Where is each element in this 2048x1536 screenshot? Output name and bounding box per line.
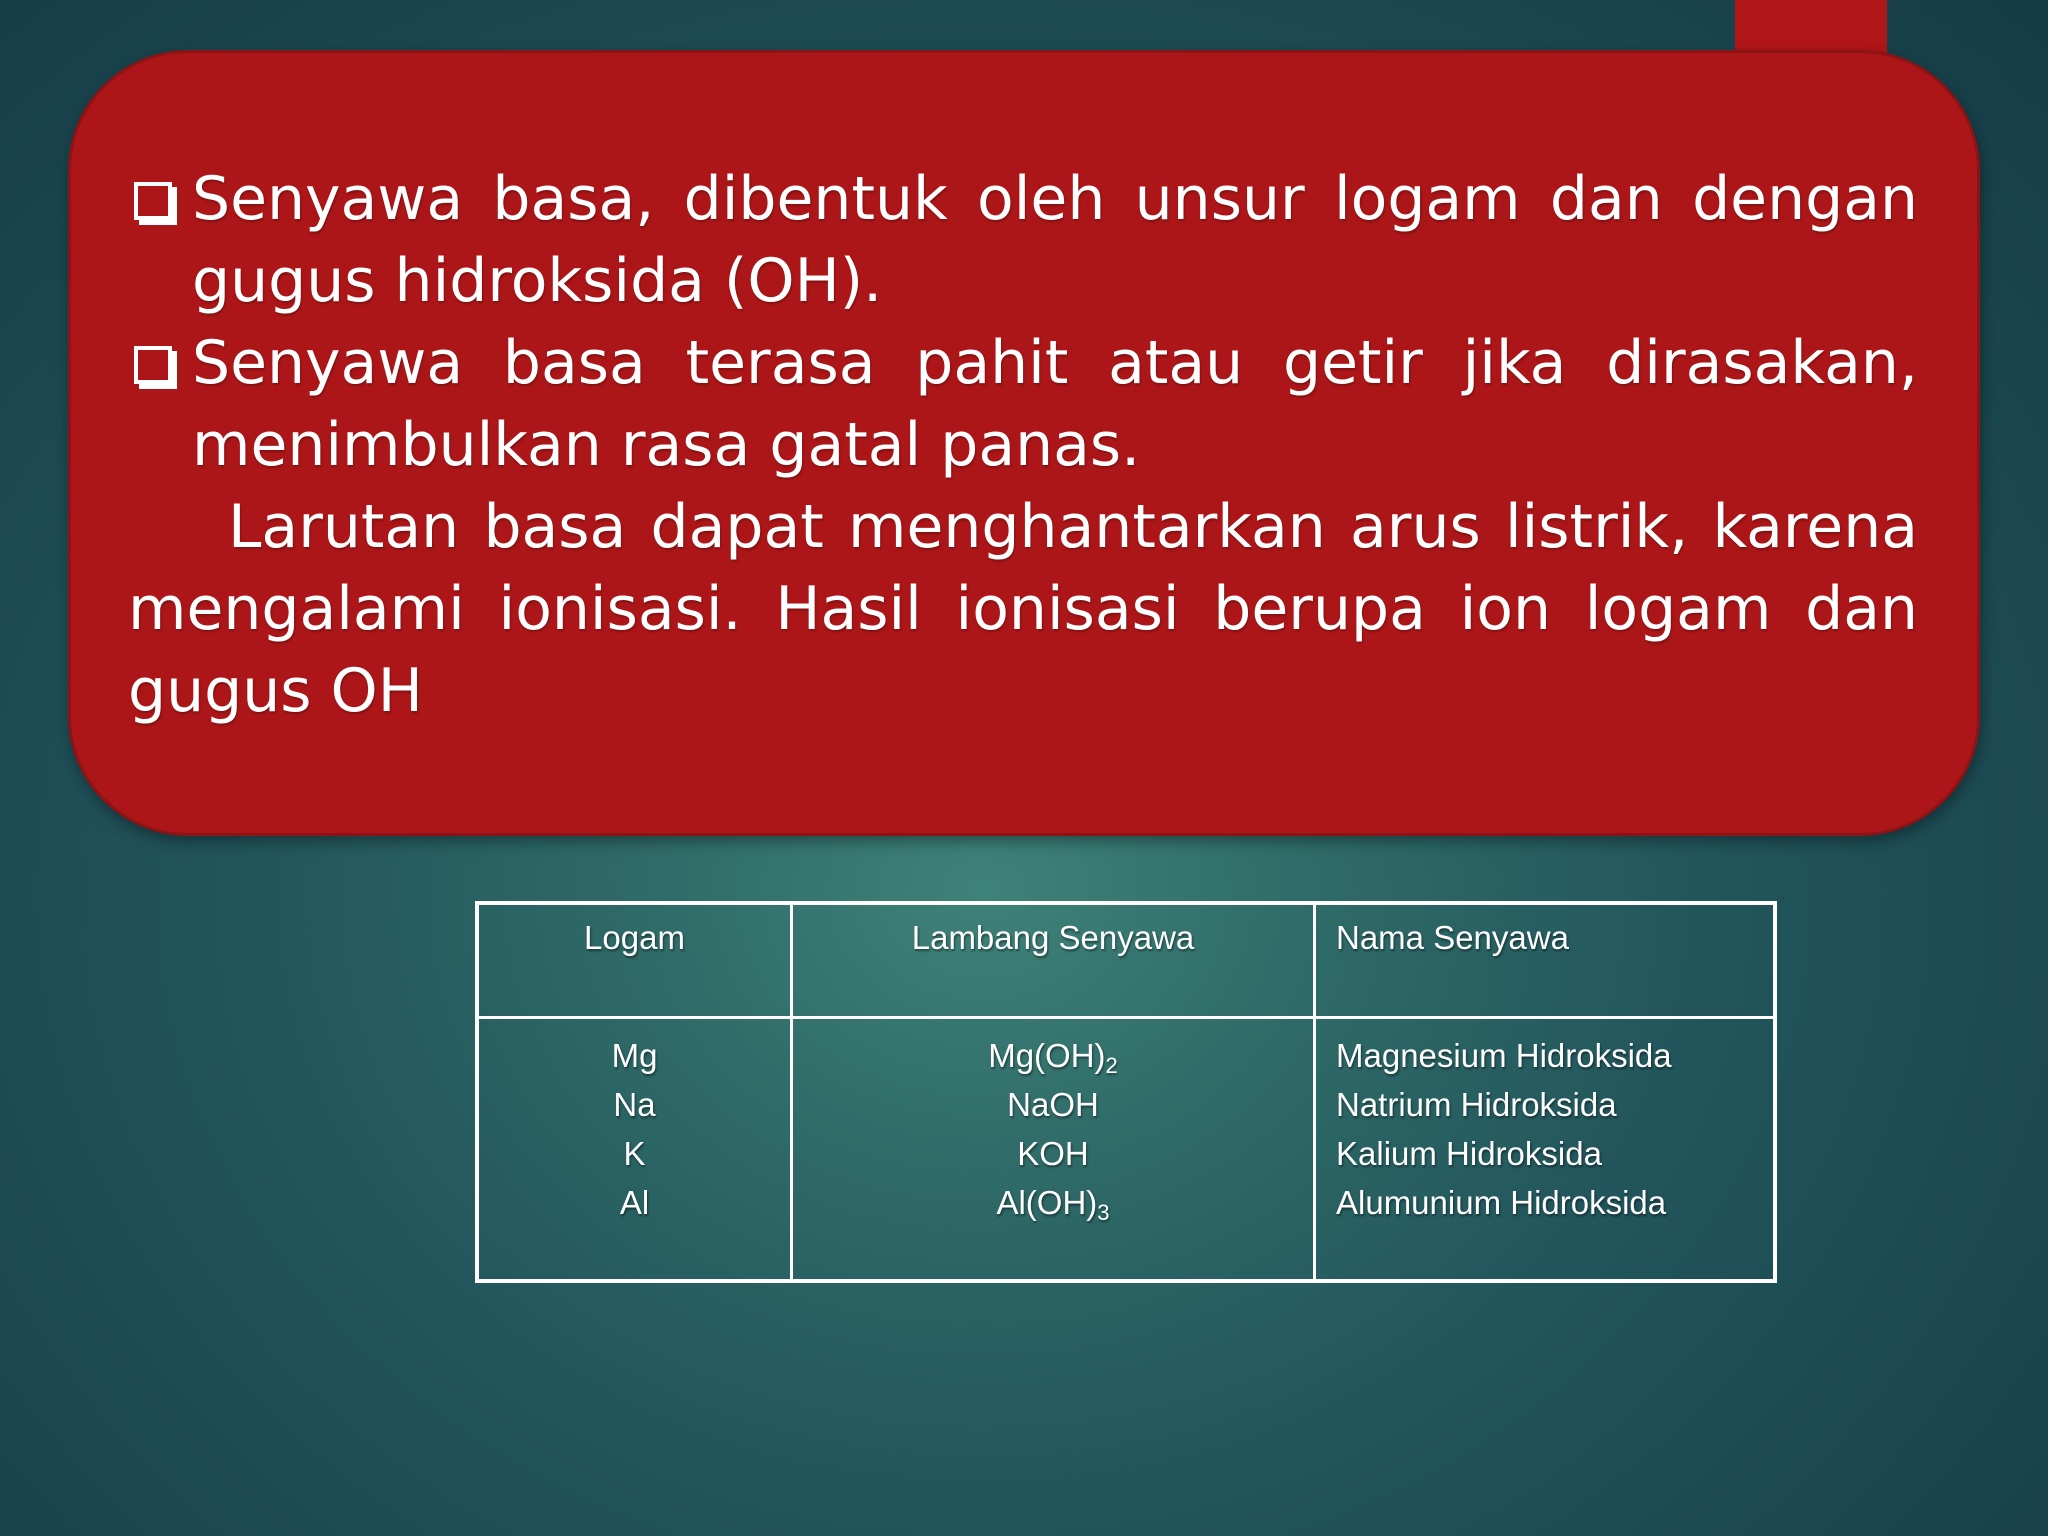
formula-value [794,1129,1312,1178]
nama-value: Magnesium Hidroksida [1336,1037,1672,1074]
nama-value: Natrium Hidroksida [1336,1086,1617,1123]
logam-cell [479,1018,792,1280]
checkbox-bullet-icon [134,346,172,384]
formula-value [794,1031,1312,1080]
formula-subscript: 3 [1097,1200,1110,1225]
header-nama-senyawa: Nama Senyawa [1315,905,1774,1018]
nama-value: Kalium Hidroksida [1336,1135,1602,1172]
table-header-row [479,905,1773,1018]
formula-subscript: 2 [1105,1053,1118,1078]
formula-text: Mg(OH) [988,1037,1106,1074]
nama-cell [1315,1018,1774,1280]
table-body-row [479,1018,1773,1280]
formula-cell [792,1018,1315,1280]
nama-value: Alumunium Hidroksida [1336,1184,1667,1221]
compound-table-grid [479,905,1773,1279]
formula-value [794,1178,1312,1227]
paragraph: Larutan basa dapat menghantarkan arus listrik, karena mengalami ionisasi. Hasil ionisasi berupa ion logam dan gugus OH [128,492,1918,726]
logam-value: Mg [611,1037,658,1074]
formula-text: Al(OH) [996,1184,1098,1221]
formula-text: NaOH [1007,1086,1099,1123]
formula-value [794,1080,1312,1129]
logam-value: Na [613,1086,656,1123]
logam-value: Al [619,1184,650,1221]
checkbox-bullet-icon [134,182,172,220]
compound-table [475,901,1777,1283]
bullet-item [128,322,1918,486]
bullet-item [128,158,1918,322]
formula-text: KOH [1017,1135,1089,1172]
callout-text [128,158,1918,732]
bullet-text: Senyawa basa, dibentuk oleh unsur logam dan dengan gugus hidroksida (OH). [192,164,1918,316]
logam-value: K [623,1135,646,1172]
header-logam: Logam [479,905,792,1018]
header-lambang-senyawa: Lambang Senyawa [792,905,1315,1018]
bullet-text: Senyawa basa terasa pahit atau getir jika dirasakan, menimbulkan rasa gatal panas. [192,328,1918,480]
